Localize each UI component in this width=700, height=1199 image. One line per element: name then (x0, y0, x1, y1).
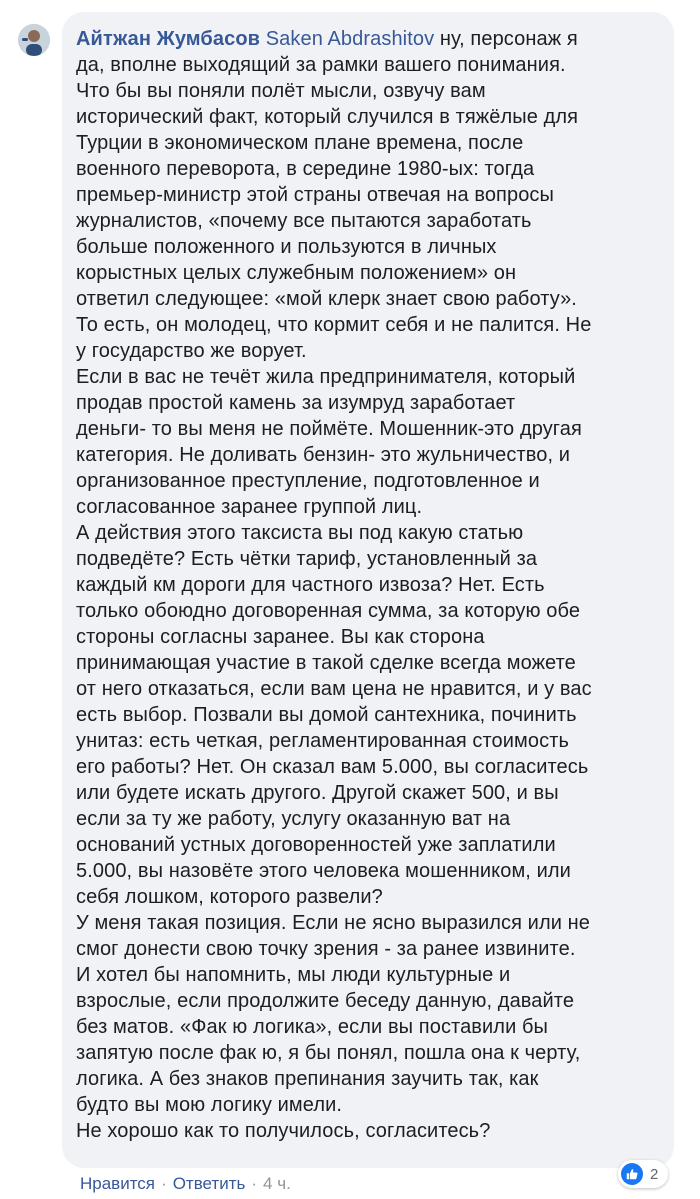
comment-actions (80, 1174, 291, 1194)
comment-line: запятую после фак ю, я бы понял, пошла она к черту, (76, 1042, 581, 1064)
comment-line: Турции в экономическом плане времена, после (76, 132, 524, 154)
comment-line: премьер-министр этой страны отвечая на вопросы (76, 184, 554, 206)
comment-line: смог донести свою точку зрения - за ранее извините. (76, 938, 576, 960)
comment-line: исторический факт, который случился в тяжёлые для (76, 106, 579, 128)
comment-line: принимающая участие в такой сделке всегда можете (76, 652, 576, 674)
comment-line: То есть, он молодец, что кормит себя и не палится. Не (76, 314, 592, 336)
avatar-image (18, 24, 50, 56)
comment-line: без матов. «Фак ю логика», если вы поставили бы (76, 1016, 549, 1038)
comment-line: 5.000, вы назовёте этого человека мошенником, или (76, 860, 571, 882)
comment-line: будто вы мою логику имели. (76, 1094, 343, 1116)
comment-line: деньги- то вы меня не поймёте. Мошенник-это другая (76, 418, 582, 440)
comment-line: если за ту же работу, услугу оказанную ват на (76, 808, 511, 830)
comment-line: себя лошком, которого развели? (76, 886, 383, 908)
like-icon (621, 1163, 643, 1185)
comment-bubble (62, 12, 674, 1168)
comment-line: логика. А без знаков препинания заучить так, как (76, 1068, 539, 1090)
separator: · (251, 1174, 258, 1193)
comment-line: только обоюдно договоренная сумма, за которую обе (76, 600, 581, 622)
comment-line: от него отказаться, если вам цена не нравится, и у вас (76, 678, 592, 700)
reactions-badge[interactable] (618, 1160, 668, 1188)
author-name[interactable]: Айтжан Жумбасов (76, 28, 261, 50)
comment-line: оснований устных договоренностей уже заплатили (76, 834, 556, 856)
comment-line: стороны согласны заранее. Вы как сторона (76, 626, 485, 648)
comment-line: есть выбор. Позвали вы домой сантехника, починить (76, 704, 577, 726)
comment-line: организованное преступление, подготовленное и (76, 470, 540, 492)
comment-line: да, вполне выходящий за рамки вашего понимания. (76, 54, 566, 76)
mention-link[interactable]: Saken Abdrashitov (265, 28, 435, 50)
comment-line: ответил следующее: «мой клерк знает свою работу». (76, 288, 577, 310)
reply-button[interactable]: Ответить (172, 1174, 246, 1193)
like-button[interactable]: Нравится (80, 1174, 156, 1193)
comment-line: больше положенного и пользуются в личных (76, 236, 497, 258)
comment-line: унитаз: есть четкая, регламентированная стоимость (76, 730, 569, 752)
comment-line: каждый км дороги для частного извоза? Нет. Есть (76, 574, 545, 596)
comment-line: взрослые, если продолжите беседу данную, давайте (76, 990, 575, 1012)
comment-line: корыстных целых служебным положением» он (76, 262, 517, 284)
first-line-text: ну, персонаж я (434, 28, 578, 50)
comment-line: его работы? Нет. Он сказал вам 5.000, вы согласитесь (76, 756, 589, 778)
comment-line: У меня такая позиция. Если не ясно выразился или не (76, 912, 591, 934)
comment-line: согласованное заранее группой лиц. (76, 496, 423, 518)
comment-line: Если в вас не течёт жила предпринимателя, который (76, 366, 576, 388)
comment-text (76, 26, 658, 1144)
comment-line: журналистов, «почему все пытаются заработать (76, 210, 532, 232)
comment-line: Что бы вы поняли полёт мысли, озвучу вам (76, 80, 486, 102)
comment-line: И хотел бы напомнить, мы люди культурные и (76, 964, 511, 986)
comment-line: продав простой камень за изумруд заработает (76, 392, 516, 414)
comment-first-line (76, 26, 658, 52)
comment-line: или будете искать другого. Другой скажет 500, и вы (76, 782, 559, 804)
comment-line: категория. Не доливать бензин- это жульничество, и (76, 444, 571, 466)
reaction-count: 2 (650, 1165, 659, 1183)
comment-line: Не хорошо как то получилось, согласитесь? (76, 1120, 491, 1142)
comment-line: у государство же ворует. (76, 340, 307, 362)
comment-line: подведёте? Есть чётки тариф, установленный за (76, 548, 538, 570)
timestamp[interactable]: 4 ч. (263, 1174, 291, 1193)
comment-line: А действия этого таксиста вы под какую статью (76, 522, 524, 544)
avatar[interactable] (18, 24, 50, 56)
separator: · (161, 1174, 167, 1193)
comment-line: военного переворота, в середине 1980-ых: тогда (76, 158, 535, 180)
